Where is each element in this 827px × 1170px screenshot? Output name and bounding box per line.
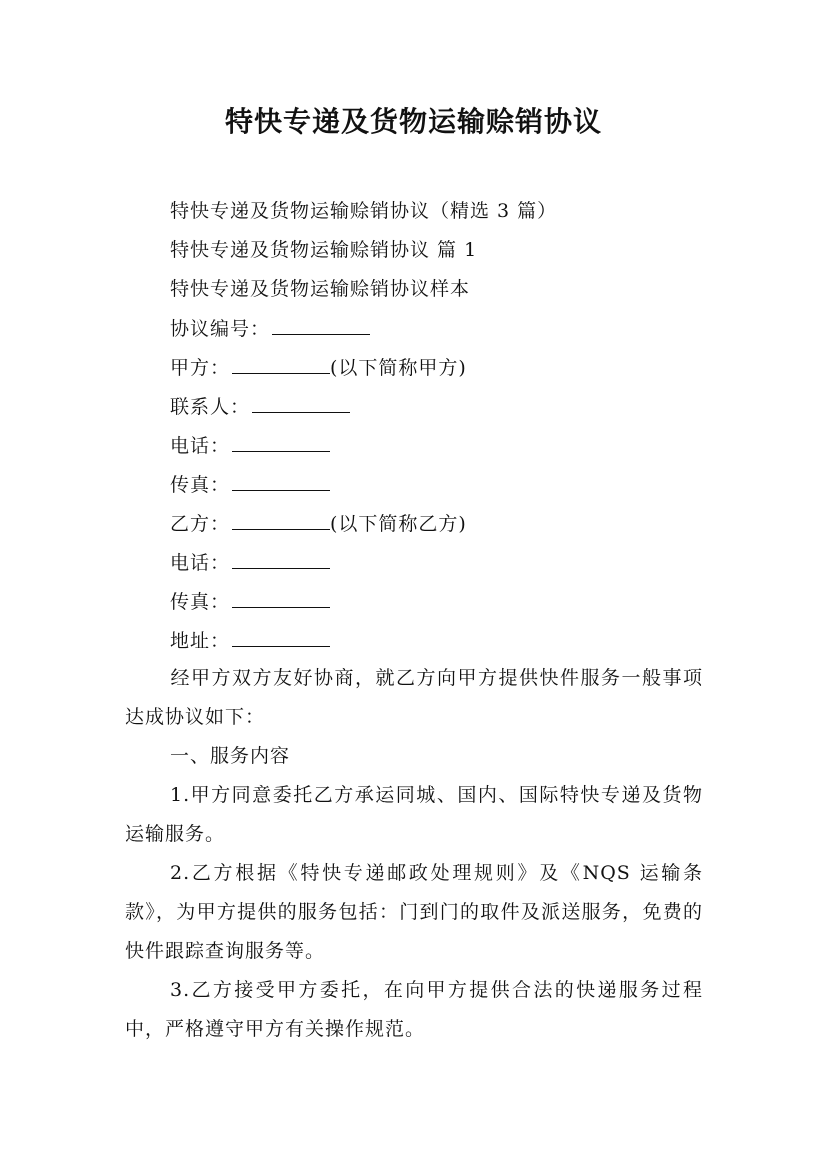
intro-text: 经甲方双方友好协商，就乙方向甲方提供快件服务一般事项达成协议如下： <box>125 667 703 728</box>
address-blank <box>232 628 330 647</box>
party-a-field <box>170 355 467 380</box>
item-1-paragraph <box>125 776 703 854</box>
part-heading: 特快专递及货物运输赊销协议 篇 1 <box>170 239 478 261</box>
phone-a-field <box>170 433 330 458</box>
document-title: 特快专递及货物运输赊销协议 <box>224 105 602 138</box>
item-3-text: 3.乙方接受甲方委托，在向甲方提供合法的快递服务过程中，严格遵守甲方有关操作规范。 <box>125 979 703 1040</box>
party-b-blank <box>232 511 330 530</box>
fax-a-blank <box>232 472 330 491</box>
party-b-field <box>170 511 467 536</box>
phone-b-field <box>170 550 330 575</box>
fax-a-label: 传真： <box>170 474 231 496</box>
contact-field <box>170 394 350 419</box>
party-a-blank <box>232 355 330 374</box>
subtitle-line: 特快专递及货物运输赊销协议（精选 3 篇） <box>170 200 558 222</box>
address-label: 地址： <box>170 630 231 652</box>
phone-a-label: 电话： <box>170 435 231 457</box>
phone-b-blank <box>232 550 330 569</box>
party-b-label: 乙方： <box>170 513 231 535</box>
sample-heading: 特快专递及货物运输赊销协议样本 <box>170 278 471 300</box>
section-1-text: 一、服务内容 <box>170 745 291 767</box>
fax-b-field <box>170 589 330 614</box>
item-3-paragraph <box>125 971 703 1049</box>
item-2-paragraph <box>125 854 703 971</box>
agreement-number-field <box>170 316 370 341</box>
phone-b-label: 电话： <box>170 552 231 574</box>
party-a-label: 甲方： <box>170 357 231 379</box>
contact-blank <box>252 394 350 413</box>
party-b-note: (以下简称乙方) <box>330 513 467 535</box>
fax-b-label: 传真： <box>170 591 231 613</box>
section-1-heading <box>125 737 703 776</box>
fax-a-field <box>170 472 330 497</box>
item-2-text: 2.乙方根据《特快专递邮政处理规则》及《NQS 运输条款》，为甲方提供的服务包括：门到门的取件及派送服务，免费的快件跟踪查询服务等。 <box>125 862 703 962</box>
item-1-text: 1.甲方同意委托乙方承运同城、国内、国际特快专递及货物运输服务。 <box>125 784 703 845</box>
phone-a-blank <box>232 433 330 452</box>
fax-b-blank <box>232 589 330 608</box>
agreement-number-label: 协议编号： <box>170 318 271 340</box>
agreement-number-blank <box>272 316 370 335</box>
address-field <box>170 628 330 653</box>
contact-label: 联系人： <box>170 396 251 418</box>
party-a-note: (以下简称甲方) <box>330 357 467 379</box>
intro-paragraph <box>125 659 703 737</box>
